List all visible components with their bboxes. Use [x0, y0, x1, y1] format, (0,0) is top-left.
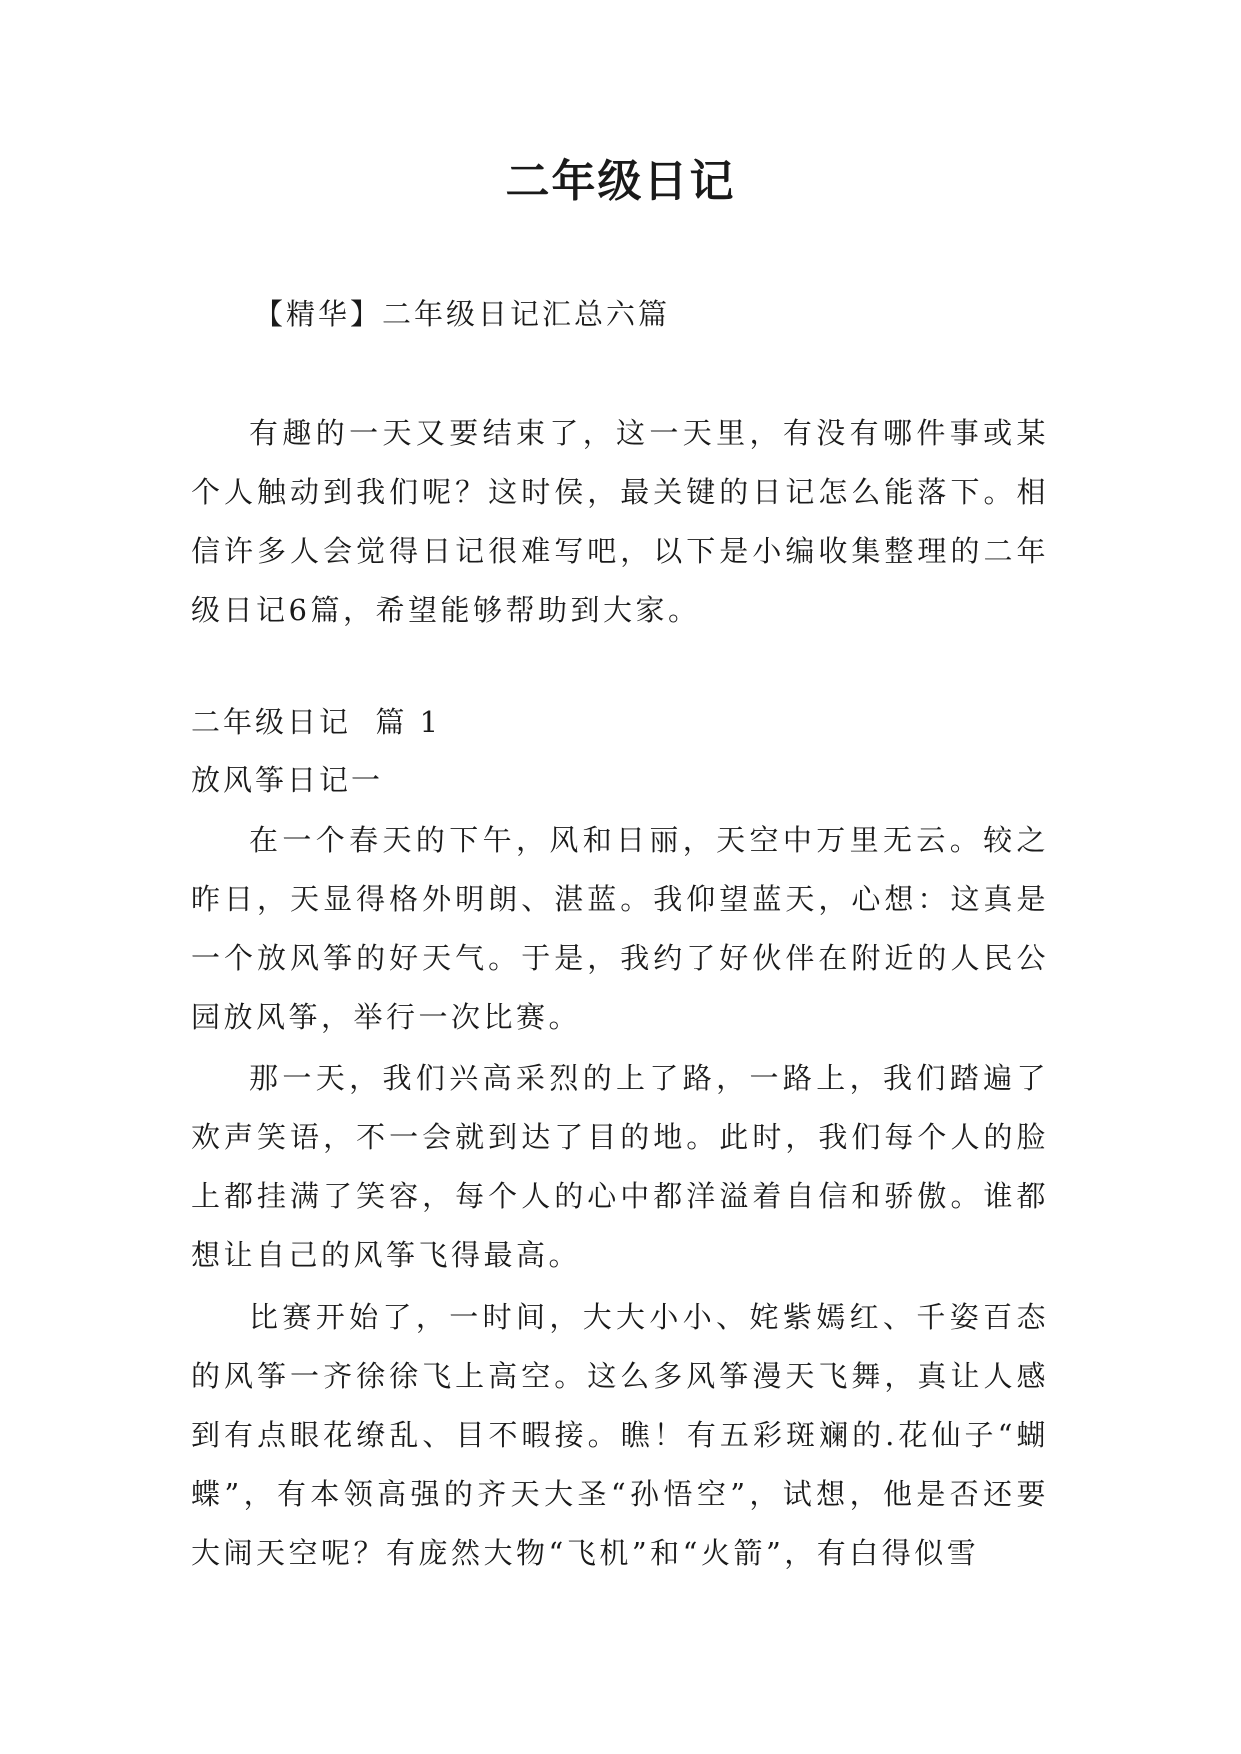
document-title: 二年级日记: [505, 156, 736, 207]
document-subtitle: 【精华】二年级日记汇总六篇: [254, 297, 671, 331]
intro-paragraph: 有趣的一天又要结束了，这一天里，有没有哪件事或某个人触动到我们呢？这时侯，最关键的日记怎么能落下。相信许多人会觉得日记很难写吧，以下是小编收集整理的二年级日记6篇，希望能够帮助到大家。: [191, 416, 1049, 627]
story-paragraph-3: 比赛开始了，一时间，大大小小、姹紫嫣红、千姿百态的风筝一齐徐徐飞上高空。这么多风筝漫天飞舞，真让人感到有点眼花缭乱、目不暇接。瞧！有五彩斑斓的.花仙子“蝴蝶”，有本领高强的齐天大圣“孙悟空”，试想，他是否还要大闹天空呢？有庞然大物“飞机”和“火箭”，有白得似雪: [191, 1300, 1049, 1570]
story-paragraph-2: 那一天，我们兴高采烈的上了路，一路上，我们踏遍了欢声笑语，不一会就到达了目的地。此时，我们每个人的脸上都挂满了笑容，每个人的心中都洋溢着自信和骄傲。谁都想让自己的风筝飞得最高。: [191, 1061, 1049, 1272]
story-paragraph-1: 在一个春天的下午，风和日丽，天空中万里无云。较之昨日，天显得格外明朗、湛蓝。我仰望蓝天，心想：这真是一个放风筝的好天气。于是，我约了好伙伴在附近的人民公园放风筝，举行一次比赛。: [191, 823, 1049, 1034]
entry-heading: 二年级日记 篇 1: [191, 705, 442, 739]
story-title: 放风筝日记一: [191, 763, 384, 797]
